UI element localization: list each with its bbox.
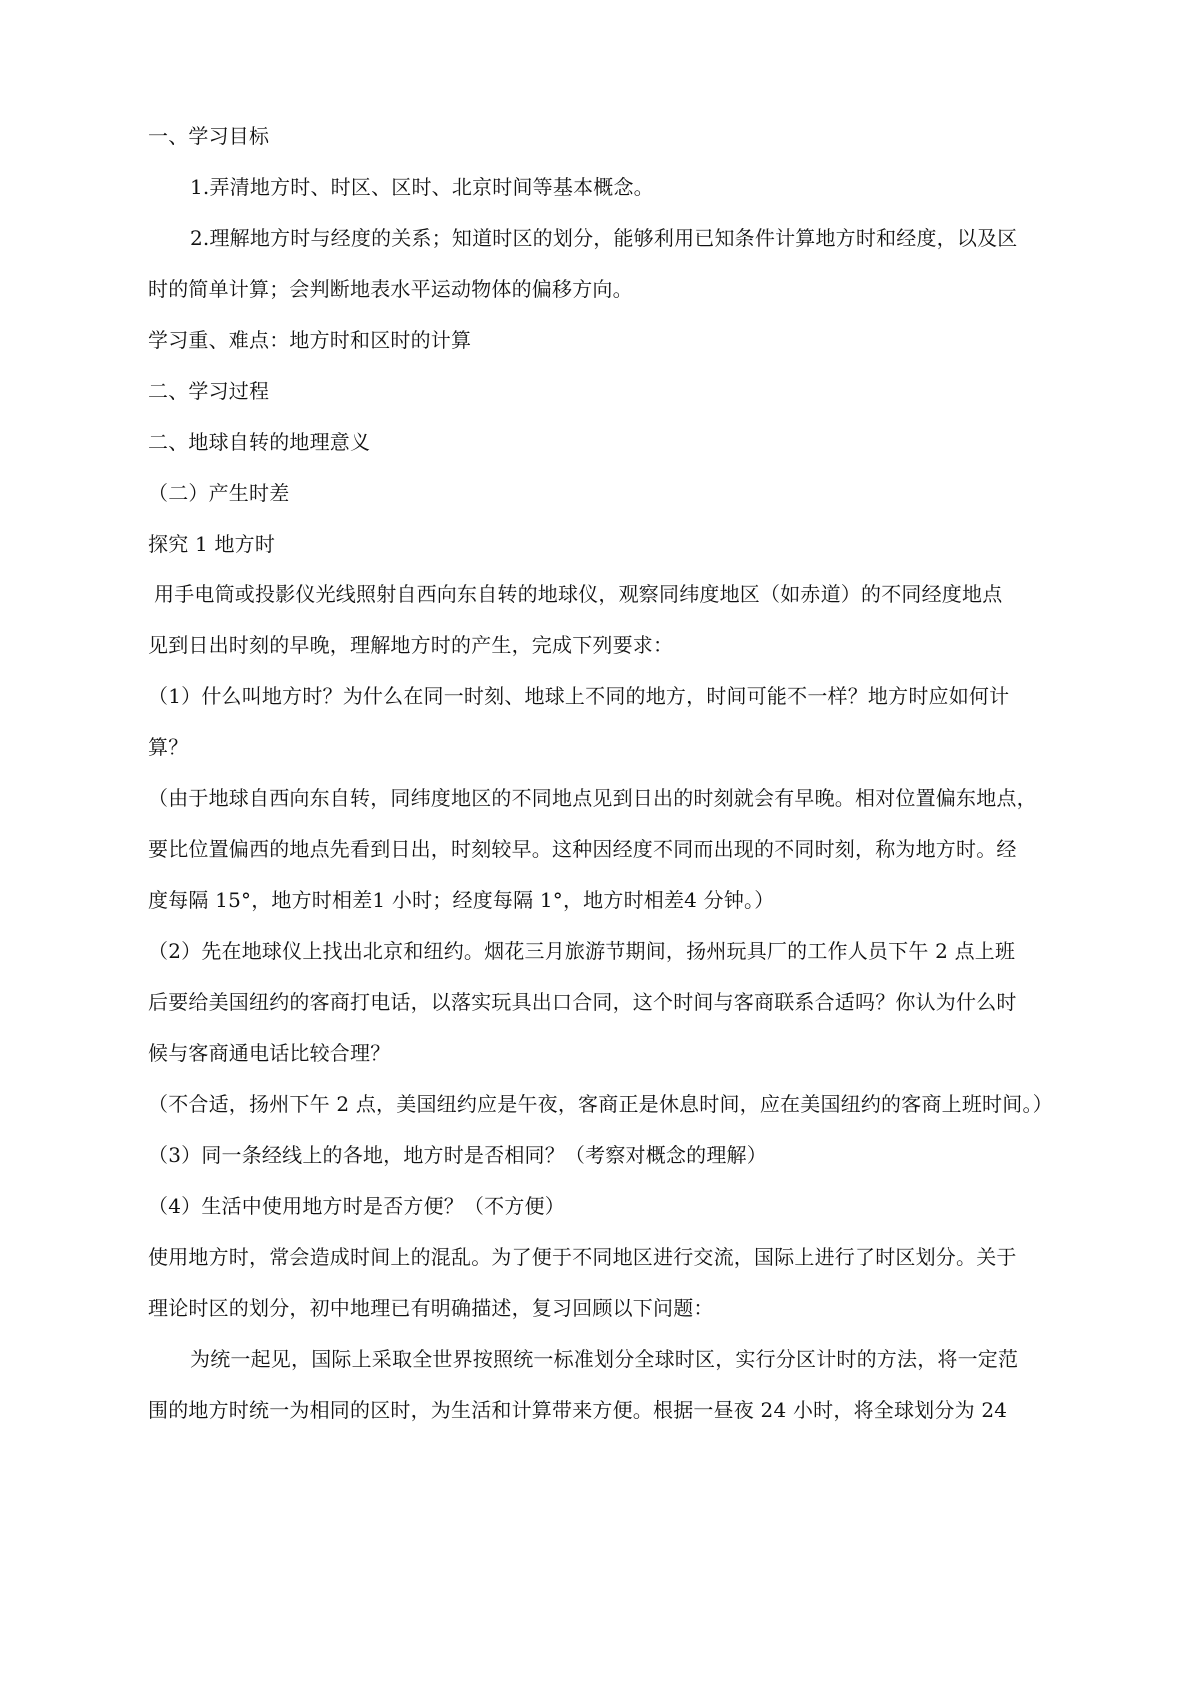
paragraph-line: 理论时区的划分，初中地理已有明确描述，复习回顾以下问题：	[148, 1296, 714, 1320]
paragraph-line: 使用地方时，常会造成时间上的混乱。为了便于不同地区进行交流，国际上进行了时区划分。关于	[148, 1245, 1017, 1269]
paragraph-line: 为统一起见，国际上采取全世界按照统一标准划分全球时区，实行分区计时的方法，将一定范	[190, 1347, 1019, 1371]
subsection-heading-time-difference: （二）产生时差	[148, 481, 290, 505]
answer-1: （由于地球自西向东自转，同纬度地区的不同地点见到日出的时刻就会有早晚。相对位置偏东地点，	[148, 786, 1037, 810]
answer-2: （不合适，扬州下午 2 点，美国纽约应是午夜，客商正是休息时间，应在美国纽约的客商上班时间。）	[148, 1092, 1053, 1116]
paragraph-line: 见到日出时刻的早晚，理解地方时的产生，完成下列要求：	[148, 633, 674, 657]
answer-1-cont: 要比位置偏西的地点先看到日出，时刻较早。这种因经度不同而出现的不同时刻，称为地方时。经	[148, 837, 1017, 861]
objective-item-2: 2.理解地方时与经度的关系；知道时区的划分，能够利用已知条件计算地方时和经度，以及区	[190, 226, 1018, 250]
question-1-cont: 算？	[148, 735, 189, 759]
inquiry-heading: 探究 1 地方时	[148, 532, 276, 556]
question-2: （2）先在地球仪上找出北京和纽约。烟花三月旅游节期间，扬州玩具厂的工作人员下午 2 点上班	[148, 939, 1016, 963]
answer-1-cont: 度每隔 15°，地方时相差1 小时；经度每隔 1°，地方时相差4 分钟。）	[148, 888, 775, 912]
section-heading-process: 二、学习过程	[148, 379, 270, 403]
question-1: （1）什么叫地方时？为什么在同一时刻、地球上不同的地方，时间可能不一样？地方时应如何计	[148, 684, 1010, 708]
question-2-cont: 候与客商通电话比较合理？	[148, 1041, 391, 1065]
section-heading-rotation: 二、地球自转的地理意义	[148, 430, 371, 454]
paragraph-line: 围的地方时统一为相同的区时，为生活和计算带来方便。根据一昼夜 24 小时，将全球划分为 24	[148, 1398, 1008, 1422]
section-heading-objectives: 一、学习目标	[148, 124, 270, 148]
question-2-cont: 后要给美国纽约的客商打电话，以落实玩具出口合同，这个时间与客商联系合适吗？你认为什么时	[148, 990, 1017, 1014]
key-points: 学习重、难点：地方时和区时的计算	[148, 328, 472, 352]
paragraph-line: 用手电筒或投影仪光线照射自西向东自转的地球仪，观察同纬度地区（如赤道）的不同经度地点	[154, 582, 1003, 606]
paragraph-line: 时的简单计算；会判断地表水平运动物体的偏移方向。	[148, 277, 633, 301]
objective-item-1: 1.弄清地方时、时区、区时、北京时间等基本概念。	[190, 175, 654, 199]
question-3: （3）同一条经线上的各地，地方时是否相同？（考察对概念的理解）	[148, 1143, 767, 1167]
question-4: （4）生活中使用地方时是否方便？（不方便）	[148, 1194, 565, 1218]
